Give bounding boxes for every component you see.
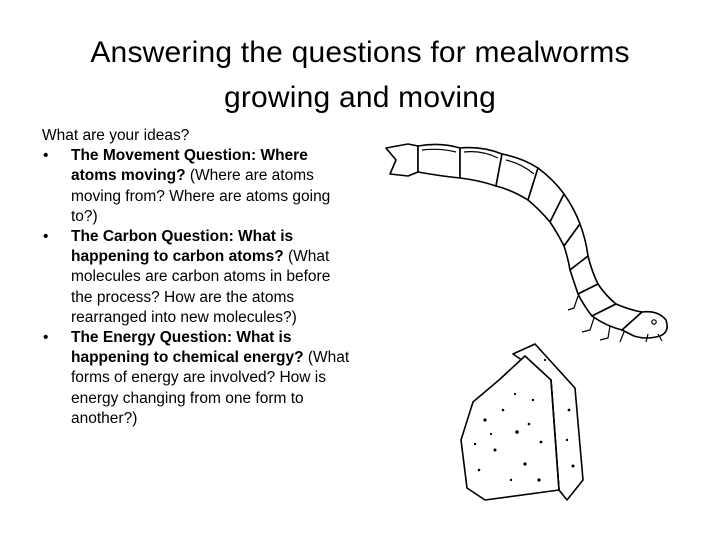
slide-body — [42, 126, 352, 429]
movement-question-detail: (Where are atoms moving from? Where are atoms going to?) — [71, 167, 331, 225]
slide-title-line-2: growing and moving — [223, 81, 497, 114]
energy-question-heading: The Energy Question: What is happening to chemical energy? — [71, 329, 304, 367]
bullet-icon: • — [43, 329, 49, 347]
energy-question-detail: (What forms of energy are involved? How is energy changing from one form to another?) — [71, 349, 350, 427]
movement-question-heading: The Movement Question: Where atoms moving? — [71, 147, 308, 185]
bullet-icon: • — [43, 228, 49, 246]
carbon-question-detail: (What molecules are carbon atoms in before the process? How are the atoms rearranged into new molecules?) — [71, 248, 331, 326]
slide-title-line-1: Answering the questions for mealworms — [90, 36, 630, 69]
bran-food-icon — [455, 340, 605, 505]
intro-text: What are your ideas? — [42, 127, 190, 144]
slide-title — [40, 30, 680, 120]
question-list — [42, 146, 352, 429]
list-item-movement-question — [42, 146, 352, 227]
list-item-energy-question — [42, 328, 352, 429]
list-item-carbon-question — [42, 227, 352, 328]
carbon-question-heading: The Carbon Question: What is happening to carbon atoms? — [71, 228, 294, 266]
mealworm-icon — [378, 138, 678, 348]
bullet-icon: • — [43, 147, 49, 165]
